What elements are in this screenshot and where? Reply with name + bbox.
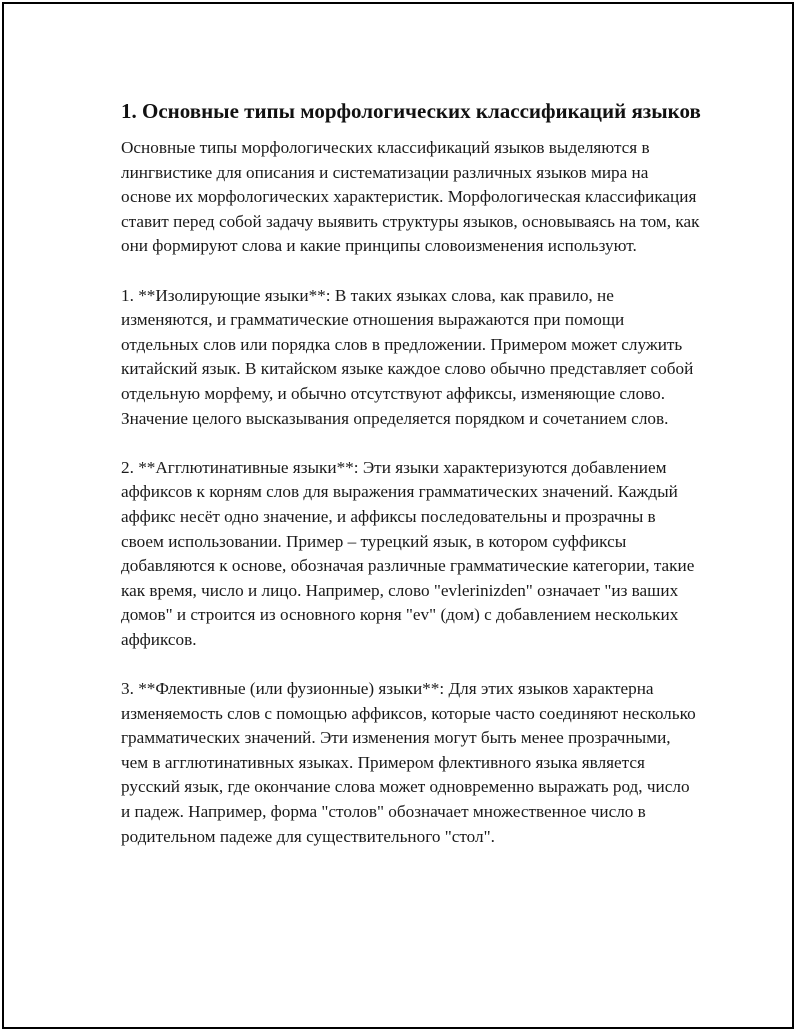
document-body bbox=[121, 97, 704, 849]
list-item-inflectional: 3. **Флективные (или фузионные) языки**: Для этих языков характерна изменяемость слов с помощью аффиксов, которые часто соединяют несколько грамматических значений. Эти изменения могут быть менее прозрачными, чем в агглютинативных языках. Примером флективного языка является русский язык, где окончание слова может одновременно выражать род, число и падеж. Например, форма "столов" обозначает множественное число в родительном падеже для существительного "стол". bbox=[121, 679, 700, 846]
page-frame bbox=[2, 2, 794, 1029]
list-item-isolating: 1. **Изолирующие языки**: В таких языках слова, как правило, не изменяются, и грамматические отношения выражаются при помощи отдельных слов или порядка слов в предложении. Примером может служить китайский язык. В китайском языке каждое слово обычно представляет собой отдельную морфему, и обычно отсутствуют аффиксы, изменяющие слово. Значение целого высказывания определяется порядком и сочетанием слов. bbox=[121, 285, 698, 428]
page-title: 1. Основные типы морфологических классификаций языков bbox=[121, 99, 701, 123]
list-item-agglutinative: 2. **Агглютинативные языки**: Эти языки характеризуются добавлением аффиксов к корням слов для выражения грамматических значений. Каждый аффикс несёт одно значение, и аффиксы последовательны и прозрачны в своем использовании. Пример – турецкий язык, в котором суффиксы добавляются к основе, обозначая различные грамматические категории, такие как время, число и лицо. Например, слово "evlerinizden" означает "из ваших домов" и строится из основного корня "ev" (дом) с добавлением нескольких аффиксов. bbox=[121, 457, 699, 649]
intro-paragraph: Основные типы морфологических классификаций языков выделяются в лингвистике для описания и систематизации различных языков мира на основе их морфологических характеристик. Морфологическая классификация ставит перед собой задачу выявить структуры языков, основываясь на том, как они формируют слова и какие принципы словоизменения используют. bbox=[121, 138, 704, 256]
